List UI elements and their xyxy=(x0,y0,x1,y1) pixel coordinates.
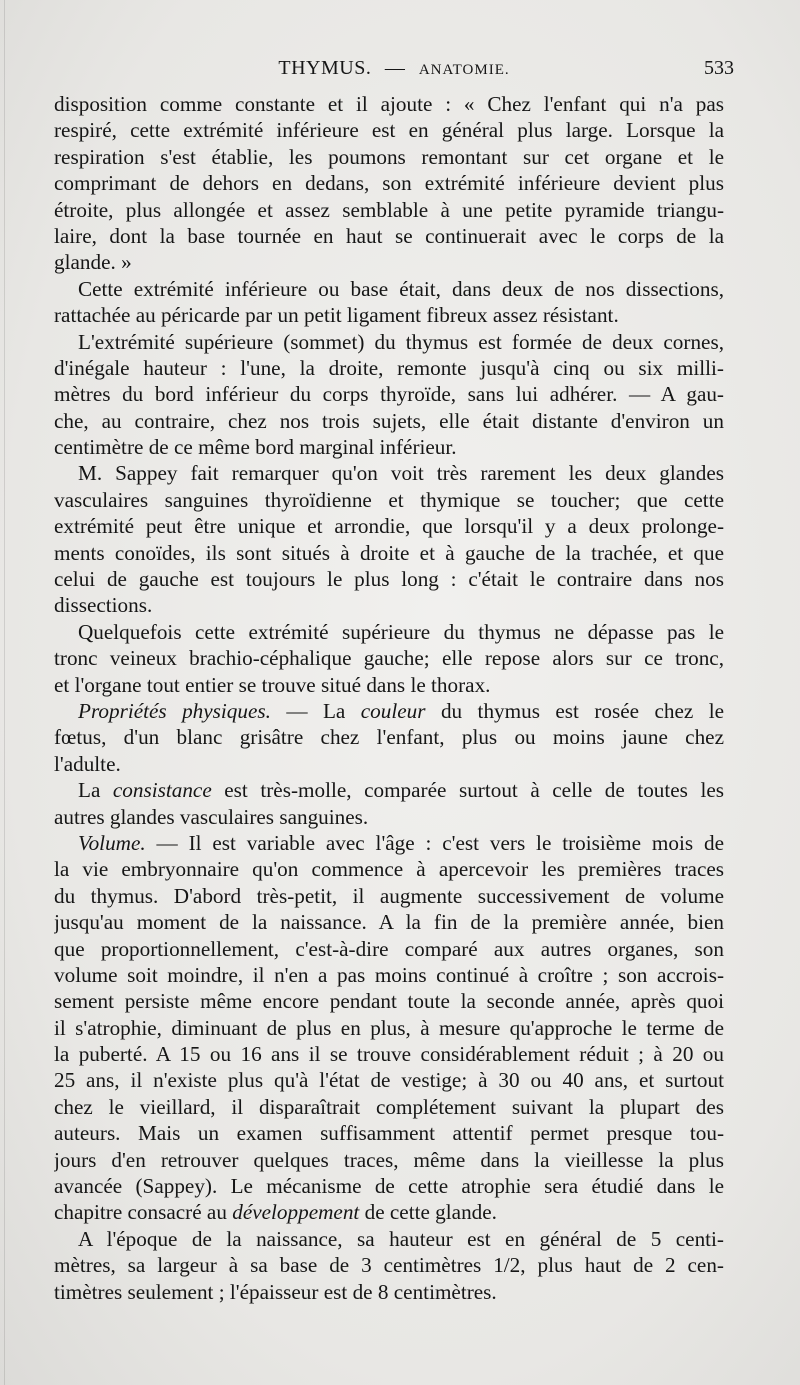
paragraph xyxy=(54,276,724,329)
paragraph xyxy=(54,460,724,618)
paragraph xyxy=(54,619,724,698)
text-line: extrémité peut être unique et arrondie, que lorsqu'il y a deux prolonge- xyxy=(54,514,724,539)
text-line: mètres, sa largeur à sa base de 3 centimètres 1/2, plus haut de 2 cen- xyxy=(54,1253,724,1278)
text-line: che, au contraire, chez nos trois sujets, elle était distante d'environ un xyxy=(54,408,724,433)
text-line: ments conoïdes, ils sont situés à droite et à gauche de la trachée, et que xyxy=(54,540,724,565)
text-line: L'extrémité supérieure (sommet) du thymus est formée de deux cornes, xyxy=(78,329,724,354)
text-line: sement persiste même encore pendant toute la seconde année, après quoi xyxy=(54,989,724,1014)
text-line: l'adulte. xyxy=(54,751,121,776)
text-line: volume soit moindre, il n'en a pas moins continué à croître ; son accrois- xyxy=(54,962,724,987)
text-line: Volume. — Il est variable avec l'âge : c'est vers le troisième mois de xyxy=(78,830,724,855)
text-line: comprimant de dehors en dedans, son extrémité inférieure devient plus xyxy=(54,171,724,196)
paragraph xyxy=(54,698,724,777)
text-line: dissections. xyxy=(54,593,153,618)
text-line: 25 ans, il n'existe plus qu'à l'état de vestige; à 30 ou 40 ans, et surtout xyxy=(54,1068,724,1093)
text-line: chez le vieillard, il disparaîtrait complétement suivant la plupart des xyxy=(54,1094,724,1119)
text-line: vasculaires sanguines thyroïdienne et thymique se toucher; que cette xyxy=(54,487,724,512)
text-line: tronc veineux brachio-céphalique gauche; elle repose alors sur ce tronc, xyxy=(54,646,724,671)
text-line: que proportionnellement, c'est-à-dire comparé aux autres organes, son xyxy=(54,936,724,961)
text-line: Cette extrémité inférieure ou base était, dans deux de nos dissections, xyxy=(78,276,724,301)
text-line: celui de gauche est toujours le plus long : c'était le contraire dans nos xyxy=(54,567,724,592)
text-line: laire, dont la base tournée en haut se continuerait avec le corps de la xyxy=(54,223,724,248)
text-line: autres glandes vasculaires sanguines. xyxy=(54,804,369,829)
text-line: avancée (Sappey). Le mécanisme de cette atrophie sera étudié dans le xyxy=(54,1174,724,1199)
running-title xyxy=(54,57,734,80)
text-line: centimètre de ce même bord marginal inférieur. xyxy=(54,435,457,460)
text-line: disposition comme constante et il ajoute : « Chez l'enfant qui n'a pas xyxy=(54,92,724,116)
text-line: M. Sappey fait remarquer qu'on voit très rarement les deux glandes xyxy=(78,461,724,486)
paragraph xyxy=(54,329,724,461)
text-line: auteurs. Mais un examen suffisamment attentif permet presque tou- xyxy=(54,1121,724,1146)
text-line: la puberté. A 15 ou 16 ans il se trouve considérablement réduit ; à 20 ou xyxy=(54,1042,724,1067)
text-line: Quelquefois cette extrémité supérieure du thymus ne dépasse pas le xyxy=(78,619,724,644)
header-title: THYMUS. xyxy=(278,57,372,79)
text-line: timètres seulement ; l'épaisseur est de 8 centimètres. xyxy=(54,1279,497,1304)
text-line: glande. » xyxy=(54,250,132,275)
text-line: respiration s'est établie, les poumons remontant sur cet organe et le xyxy=(54,144,724,169)
header-subtitle: ANATOMIE. xyxy=(418,62,510,78)
text-line: chapitre consacré au développement de cette glande. xyxy=(54,1200,497,1225)
text-line: jusqu'au moment de la naissance. A la fin de la première année, bien xyxy=(54,910,724,935)
text-line: fœtus, d'un blanc grisâtre chez l'enfant, plus ou moins jaune chez xyxy=(54,725,724,750)
page-number: 533 xyxy=(704,57,734,79)
text-line: mètres du bord inférieur du corps thyroïde, sans lui adhérer. — A gau- xyxy=(54,382,724,407)
running-header xyxy=(54,57,734,87)
text-line: du thymus. D'abord très-petit, il augmente successivement de volume xyxy=(54,883,724,908)
paragraph xyxy=(54,830,724,1226)
text-line: A l'époque de la naissance, sa hauteur est en général de 5 centi- xyxy=(78,1226,724,1251)
text-line: jours d'en retrouver quelques traces, même dans la vieillesse la plus xyxy=(54,1147,724,1172)
paragraph xyxy=(54,777,724,830)
gutter-line xyxy=(4,0,5,1385)
text-line: respiré, cette extrémité inférieure est en général plus large. Lorsque la xyxy=(54,118,724,143)
paragraph xyxy=(54,91,724,276)
body-text xyxy=(54,91,724,1305)
header-separator: — xyxy=(384,57,406,79)
text-line: étroite, plus allongée et assez semblable à une petite pyramide triangu- xyxy=(54,197,724,222)
text-line: d'inégale hauteur : l'une, la droite, remonte jusqu'à cinq ou six milli- xyxy=(54,355,724,380)
text-line: il s'atrophie, diminuant de plus en plus, à mesure qu'approche le terme de xyxy=(54,1015,724,1040)
text-line: La consistance est très-molle, comparée surtout à celle de toutes les xyxy=(78,778,724,803)
text-line: la vie embryonnaire qu'on commence à apercevoir les premières traces xyxy=(54,857,724,882)
text-line: rattachée au péricarde par un petit ligament fibreux assez résistant. xyxy=(54,303,619,328)
paragraph xyxy=(54,1226,724,1305)
text-line: Propriétés physiques. — La couleur du thymus est rosée chez le xyxy=(78,698,724,723)
text-line: et l'organe tout entier se trouve situé dans le thorax. xyxy=(54,672,491,697)
